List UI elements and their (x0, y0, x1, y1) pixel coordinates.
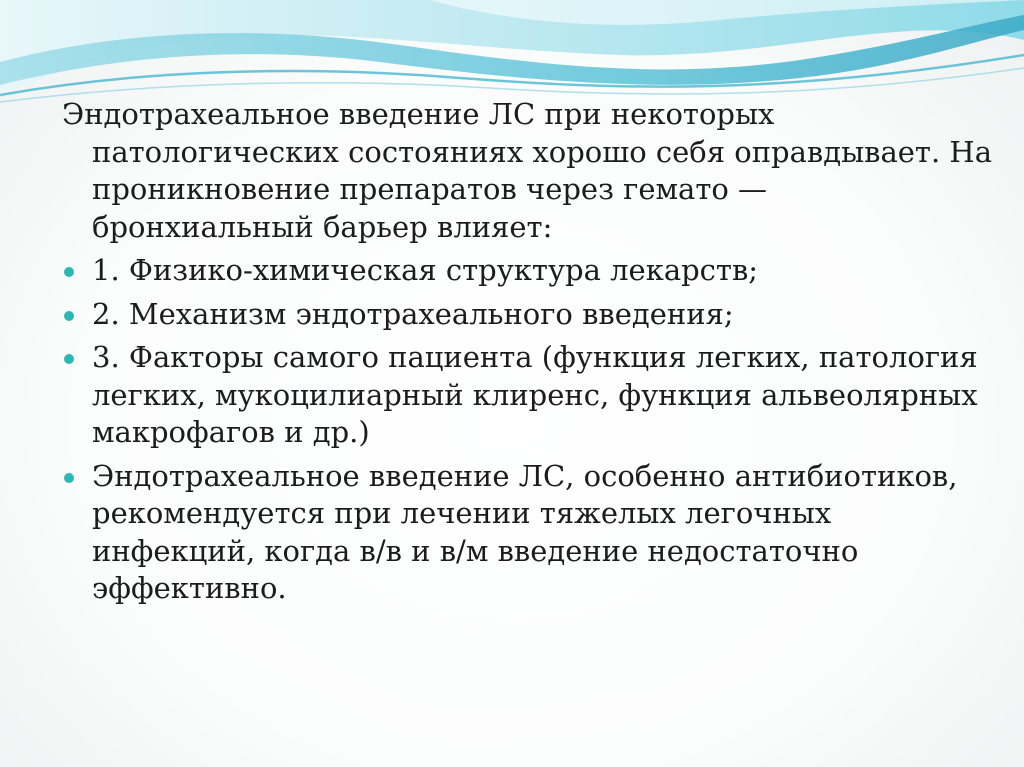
bullet-list (62, 252, 992, 608)
bullet-item-patient-factors (62, 339, 992, 452)
bullet-text: 1. Физико-химическая структура лекарств; (92, 253, 759, 287)
slide-content (62, 96, 992, 614)
bullet-item-recommendation (62, 458, 992, 608)
bullet-dot-icon (64, 311, 74, 321)
bullet-dot-icon (64, 473, 74, 483)
bullet-item-mechanism (62, 296, 992, 334)
bullet-text: Эндотрахеальное введение ЛС, особенно антибиотиков, рекомендуется при лечении тяжелых легочных инфекций, когда в/в и в/м введение недостаточно эффективно. (92, 458, 958, 605)
bullet-item-physicochemical (62, 252, 992, 290)
bullet-text: 2. Механизм эндотрахеального введения; (92, 296, 734, 331)
bullet-dot-icon (64, 267, 74, 277)
bullet-dot-icon (64, 354, 74, 364)
bullet-text: 3. Факторы самого пациента (функция легких, патология легких, мукоцилиарный клиренс, функция альвеолярных макрофагов и др.) (92, 340, 978, 449)
intro-paragraph: Эндотрахеальное введение ЛС при некоторых патологических состояниях хорошо себя оправдывает. На проникновение препаратов через гемато — бронхиальный барьер влияет: (62, 97, 992, 244)
